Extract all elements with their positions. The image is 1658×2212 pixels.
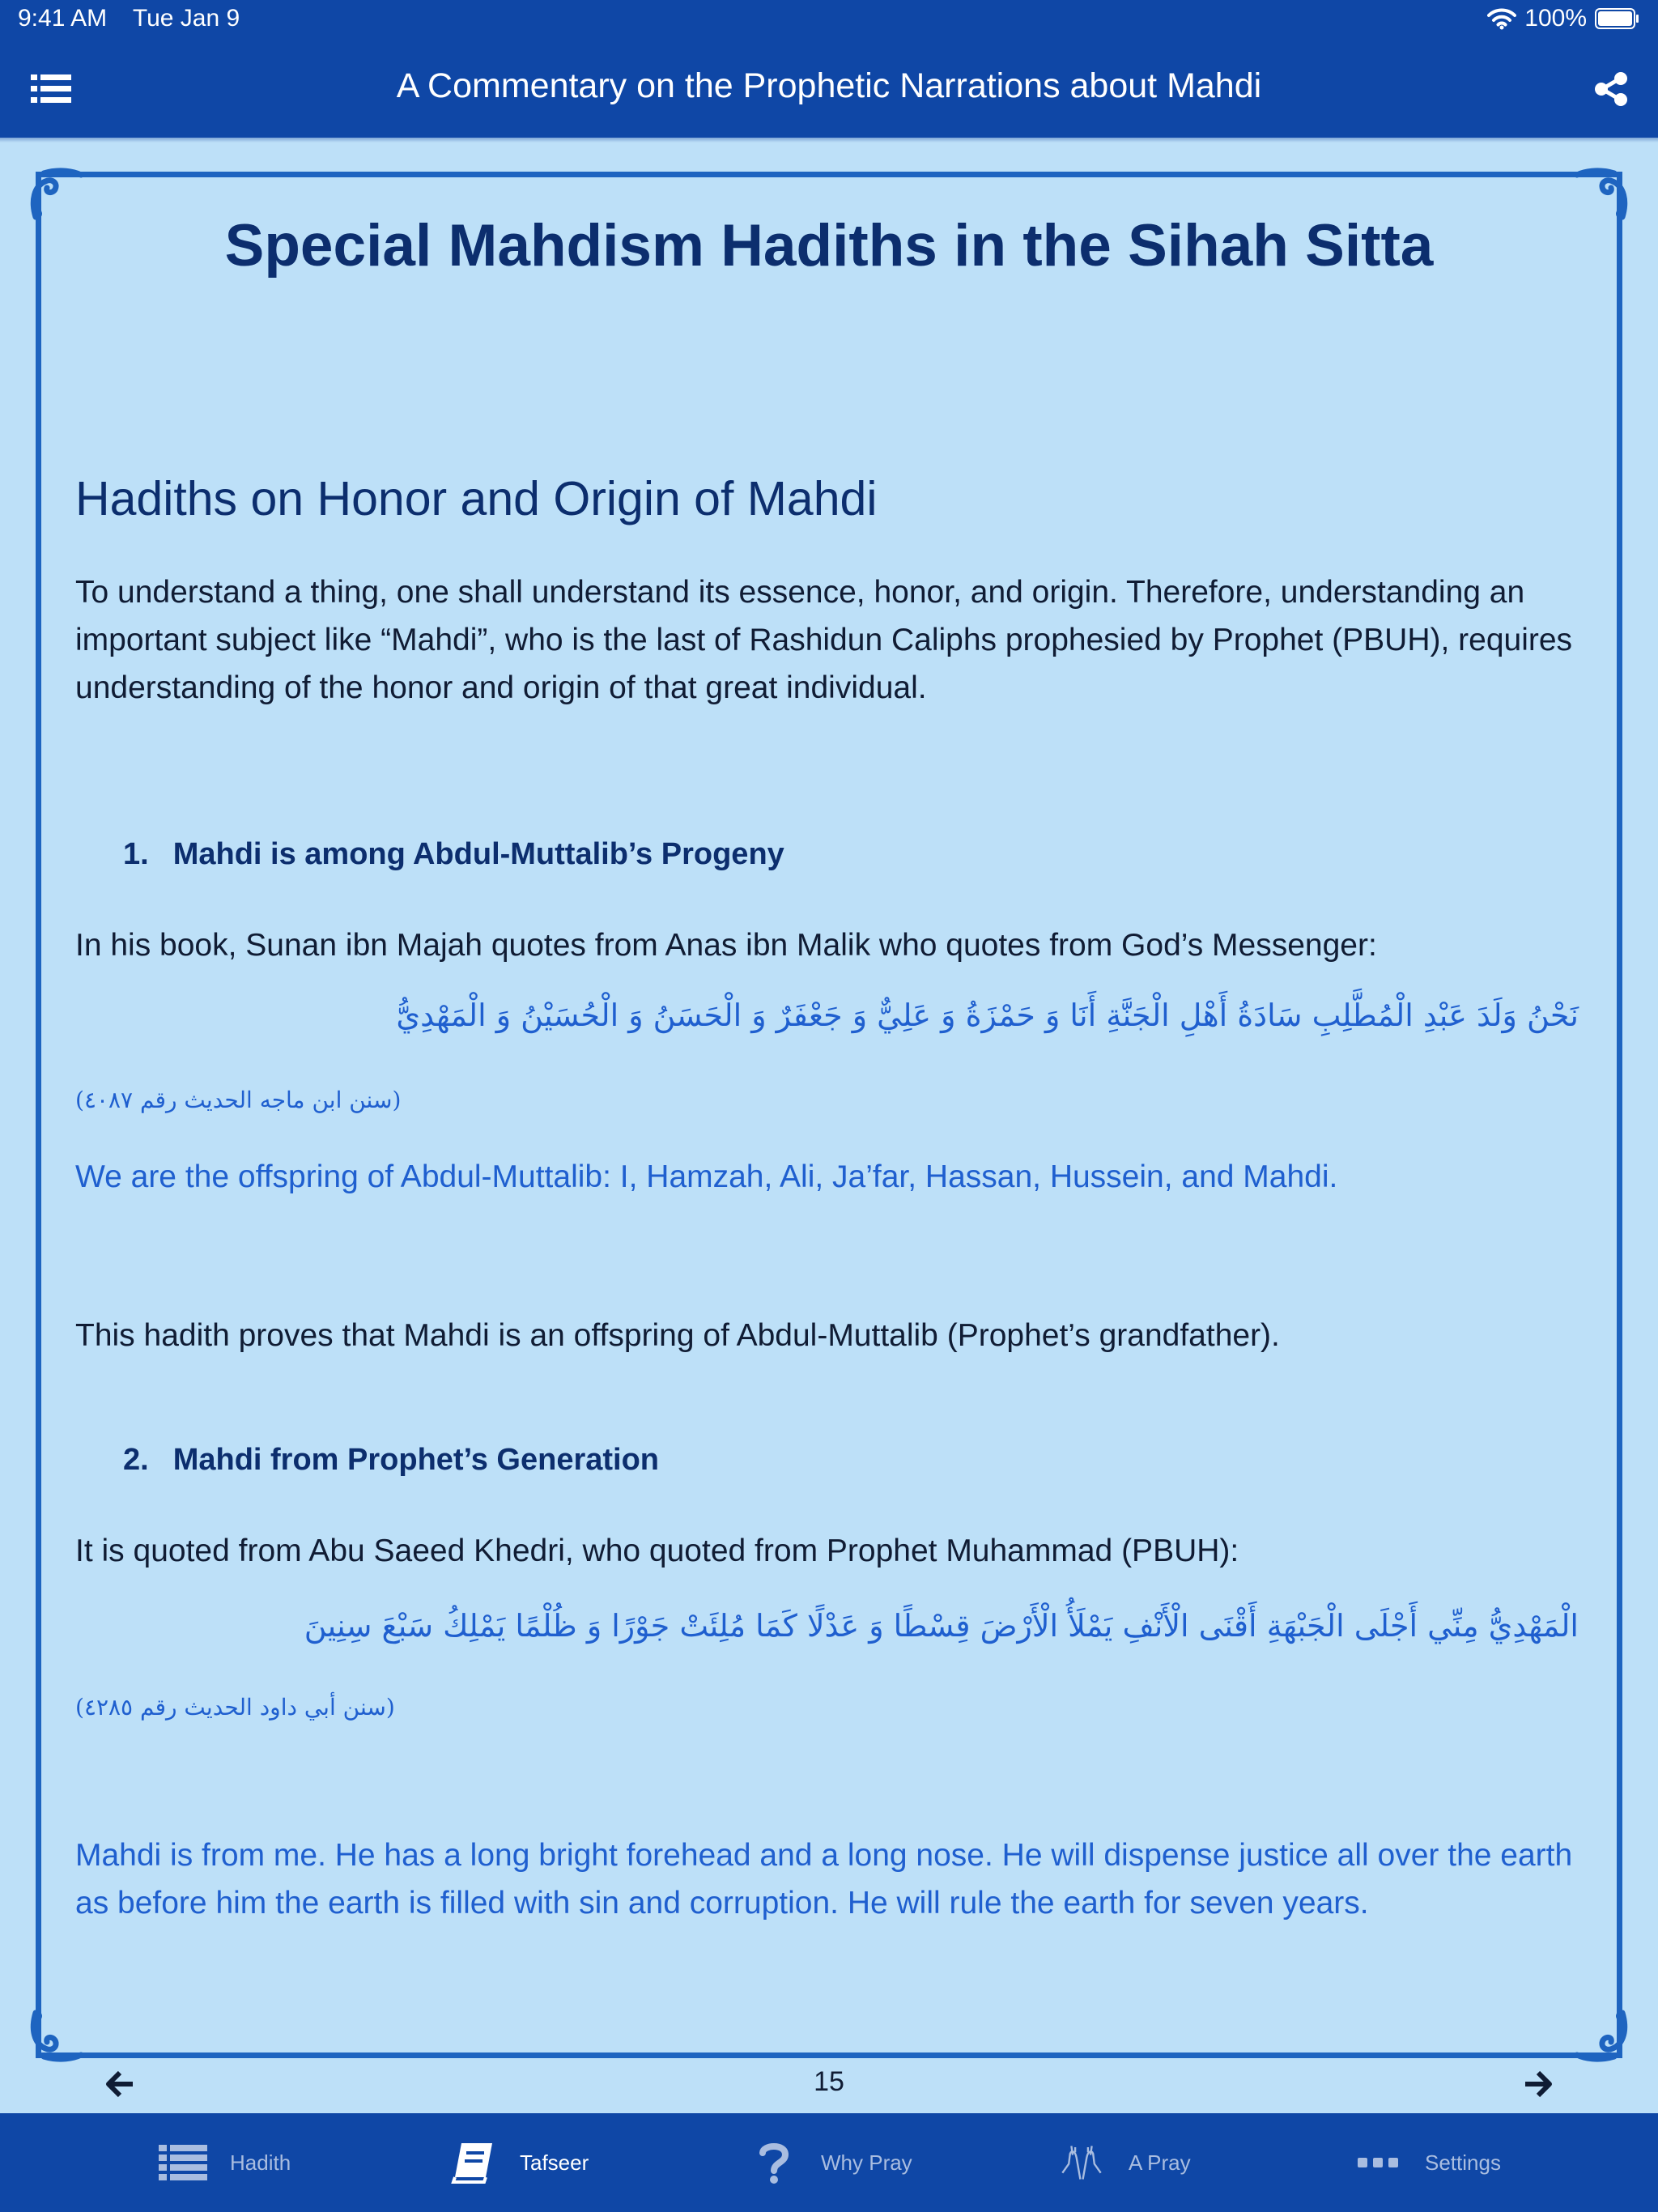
battery-percent: 100% <box>1524 5 1587 32</box>
item-1-heading <box>123 837 784 872</box>
page-number: 15 <box>814 2066 844 2097</box>
item-1-reference: (سنن ابن ماجه الحديث رقم ٤٠٨٧) <box>75 1087 402 1113</box>
status-bar <box>0 0 1658 39</box>
frame-corner-ornament-icon <box>28 2005 87 2065</box>
section-title: Hadiths on Honor and Origin of Mahdi <box>75 472 878 525</box>
item-1-lead: In his book, Sunan ibn Majah quotes from Anas ibn Malik who quotes from God’s Messenger: <box>75 928 1377 963</box>
tab-label: A Pray <box>1129 2150 1191 2175</box>
tab-label: Settings <box>1425 2150 1501 2175</box>
tab-settings[interactable] <box>1354 2113 1501 2212</box>
arrow-right-icon[interactable] <box>1522 2069 1554 2099</box>
tab-label: Tafseer <box>520 2150 589 2175</box>
item-2-heading <box>123 1443 659 1478</box>
battery-icon <box>1595 8 1640 29</box>
wifi-icon <box>1487 7 1516 30</box>
page-title: Special Mahdism Hadiths in the Sihah Sitta <box>224 213 1434 279</box>
item-1-translation: We are the offspring of Abdul-Muttalib: I, Hamzah, Ali, Ja’far, Hassan, Hussein, and Mahdi. <box>75 1159 1338 1194</box>
page-frame <box>36 172 1622 2058</box>
tab-tafseer[interactable] <box>449 2113 589 2212</box>
tab-bar <box>0 2113 1658 2212</box>
item-2-arabic: الْمَهْدِيُّ مِنِّي أَجْلَى الْجَبْهَةِ أَقْنَى الْأَنْفِ يَمْلَأُ الْأَرْضَ قِسْطًا وَ عَدْلًا كَمَا مُلِئَتْ جَوْرًا وَ ظُلْمًا يَمْلِكُ سَبْعَ سِنِينَ <box>304 1608 1579 1644</box>
status-date: Tue Jan 9 <box>132 5 240 32</box>
item-2-translation: Mahdi is from me. He has a long bright forehead and a long nose. He will dispense justice all over the earth as before him the earth is filled with sin and corruption. He will rule the earth for seven years. <box>75 1838 1573 1921</box>
question-icon <box>750 2142 798 2184</box>
tab-label: Why Pray <box>821 2150 912 2175</box>
item-1-conclusion: This hadith proves that Mahdi is an offspring of Abdul-Muttalib (Prophet’s grandfather). <box>75 1318 1280 1353</box>
tab-a-pray[interactable] <box>1057 2113 1191 2212</box>
nav-title: A Commentary on the Prophetic Narrations about Mahdi <box>396 66 1262 105</box>
item-2-number: 2. <box>123 1443 149 1477</box>
tab-why-pray[interactable] <box>750 2113 912 2212</box>
item-1-arabic: نَحْنُ وَلَدَ عَبْدِ الْمُطَّلِبِ سَادَةُ أَهْلِ الْجَنَّةِ أَنَا وَ حَمْزَةُ وَ عَلِيٌّ وَ جَعْفَرٌ وَ الْحَسَنُ وَ الْحُسَيْنُ وَ الْمَهْدِيُّ <box>396 998 1579 1033</box>
tab-label: Hadith <box>230 2150 291 2175</box>
frame-corner-ornament-icon <box>1571 2005 1630 2065</box>
item-1-number: 1. <box>123 837 149 871</box>
list-icon <box>159 2142 207 2184</box>
item-2-heading-text: Mahdi from Prophet’s Generation <box>172 1443 660 1477</box>
intro-paragraph: To understand a thing, one shall understand its essence, honor, and origin. Therefore, understanding an important subject like “Mahdi”, who is the last of Rashidun Caliphs prophesied by Prophet (PBUH), requires understanding of the honor and origin of that great individual. <box>75 575 1573 705</box>
tab-hadith[interactable] <box>159 2113 291 2212</box>
item-2-lead: It is quoted from Abu Saeed Khedri, who quoted from Prophet Muhammad (PBUH): <box>75 1534 1239 1568</box>
status-time: 9:41 AM <box>18 5 108 32</box>
share-icon[interactable] <box>1593 71 1629 107</box>
nav-bar <box>0 39 1658 138</box>
more-dots-icon <box>1354 2142 1402 2184</box>
book-icon <box>449 2142 497 2184</box>
nav-shadow <box>0 138 1658 143</box>
item-1-heading-text: Mahdi is among Abdul-Muttalib’s Progeny <box>172 837 784 871</box>
item-2-reference: (سنن أبي داود الحديث رقم ٤٢٨٥) <box>75 1694 395 1721</box>
praying-hands-icon <box>1057 2142 1106 2184</box>
